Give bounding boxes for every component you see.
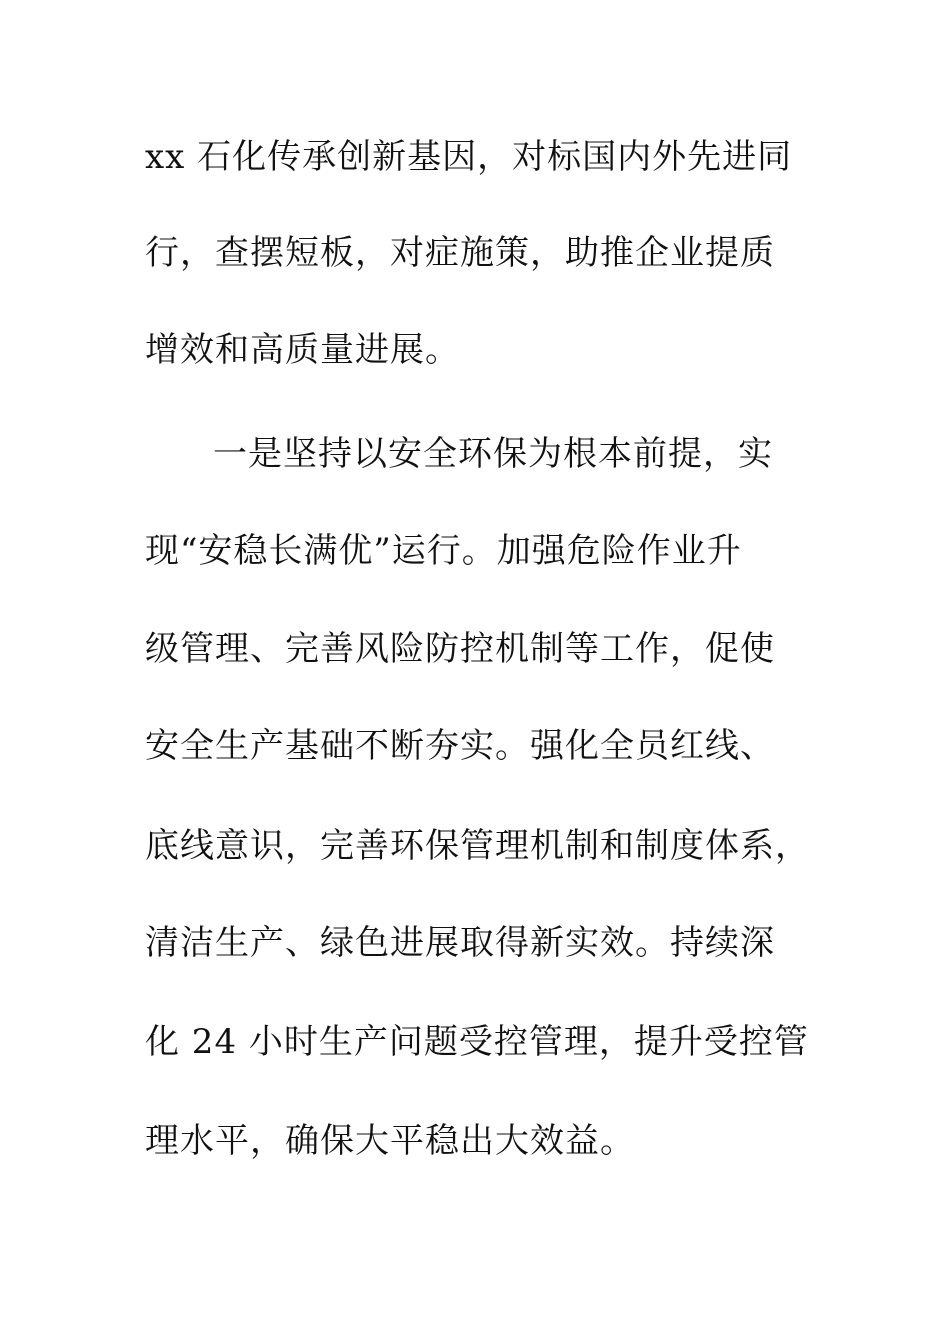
text-line: xx 石化传承创新基因，对标国内外先进同 xyxy=(145,137,793,177)
text-line: 一是坚持以安全环保为根本前提，实 xyxy=(213,434,773,474)
text-line: 行，查摆短板，对症施策，助推企业提质 xyxy=(145,233,775,273)
text-line: 安全生产基础不断夯实。强化全员红线、 xyxy=(145,726,775,766)
text-line: 级管理、完善风险防控机制等工作，促使 xyxy=(145,629,775,669)
text-line: 理水平，确保大平稳出大效益。 xyxy=(145,1121,635,1161)
text-line: 增效和高质量进展。 xyxy=(145,330,460,370)
text-line: 底线意识，完善环保管理机制和制度体系， xyxy=(145,826,810,866)
text-line: 化 24 小时生产问题受控管理，提升受控管 xyxy=(145,1022,809,1062)
text-line: 清洁生产、绿色进展取得新实效。持续深 xyxy=(145,923,775,963)
text-line: 现“安稳长满优”运行。加强危险作业升 xyxy=(145,531,742,571)
